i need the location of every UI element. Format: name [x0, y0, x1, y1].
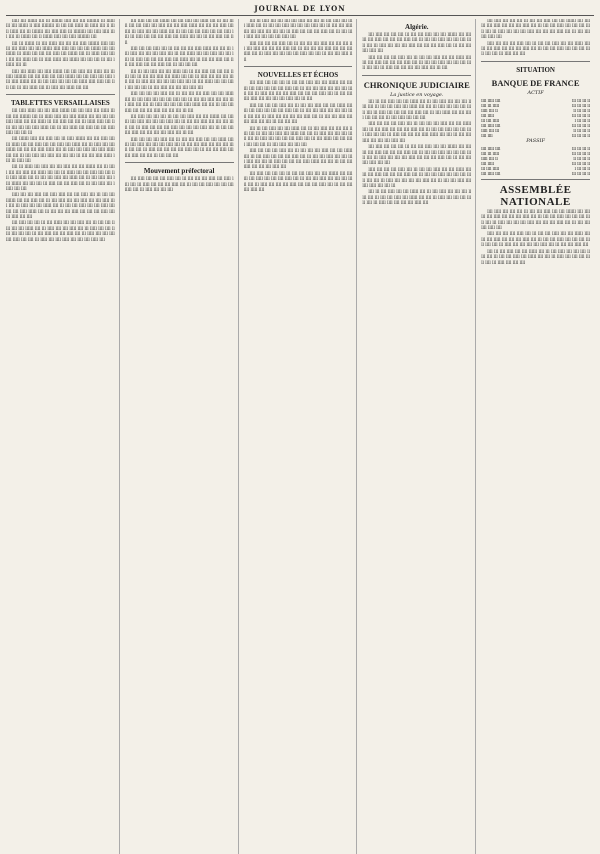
divider — [125, 162, 234, 163]
section-heading-nouvelles: NOUVELLES ET ÉCHOS — [257, 71, 339, 80]
article-body: llll lllll llll llll llll lll llll llll lllll llll llll lllllll llll llll lll llll lllll llll llll llll lllll llll lll llll llll lllll llll llll llll lllll llll lll lllll llll llll llll lllll llll llll llll lllll llll lll llll llll llll lllll llll lllll llll llll llll lllll llll lll llll llll lllll llll llll llllll llll lll llll lllll llll llll llll lllll llll lll llll llll lllll llll llll llll lllll llll llll lll lllll llll llll llll llll lllll llll lll llll llll lllll llll llll lll llll lllll llll llll llllll llll lll llll lllll llll llll llll lllll llll lll llll llll lllll llll llllll llll llll lll lllll llll llll llll lllll llll lll lllll llll llll llll — [481, 209, 590, 266]
column-2 — [125, 19, 239, 854]
bank-statement-passif: llll lllll llll lll lll lll ll llll lll lllll lll lll lll ll lllll llll ll ll lll lll ll llll lllll lll lll lll ll lll llll lllll l lll lll ll llll lllll llll lll lll lll ll — [481, 145, 590, 176]
column-3 — [244, 19, 358, 854]
column-1 — [6, 19, 120, 854]
article-body: llll lllll llll llll llll lll llll llll lllll llll llll lllllll llll llll lll llll lllll llll llll llll lllll llll lll llll llll lllll llll llll llll lllll llll lll lllll llll llll llll lllll llll llll llll lllll llll lll llll llll llll lllll llll lllll llll llll llll lllll llll lll llll llll lllll llll llll llllll llll lll llll lllll llll llll llll lllll llll lll llll llll lllll llll llll llll lllll llll llll lll lllll llll llll — [481, 19, 590, 58]
article-body: llll lll lllll llll llll llll llll lllll llll llll lll llll lllll llll llll llllll llll lll llll llll lllll llll llll llll lllll llll lll llll llll lllll llll llll lllll llll llll llll lll lllll llll llll llll lllll llll lll llll llll lllll llll llll llll llll lllll llll lllll llll llll llll lllll llll lll llll llll llll lllll llll llll llll lll llll lllll llll llll llll lllll llll lll llll llll llll lllll llll llll llll lllll llll lll lllll llll llll llll llll lllll llll llll lll llll llll lllll llll — [243, 19, 353, 63]
bank-statement-actif: llll lllll llll lll lll lll ll llll lll lllll lll lll lll ll lllll llll ll ll lll lll ll llll lllll lll lll lll ll lll llll lllll l lll lll ll llll lllll llll lll lll lll ll lllll llll lll ll lll lll ll llll llll lll lll lll ll — [481, 97, 590, 138]
divider — [244, 66, 353, 67]
passif-label: PASSIF — [526, 137, 545, 144]
section-heading-algerie: Algérie. — [405, 23, 429, 31]
situation-heading: SITUATION — [516, 65, 555, 74]
section-heading-chronique: CHRONIQUE JUDICIAIRE — [363, 79, 470, 90]
masthead: JOURNAL DE LYON — [6, 4, 594, 16]
banque-heading: BANQUE DE FRANCE — [491, 77, 580, 88]
article-body: llll lllll llllll llll llll lllll lllllll llll llll lllll llll llllll lll llll llll llllllll llll lll llllll lllll llll lllll lllllll llll llll llll llll lllll llllll llll llll llllll lll llll lllll llll llll lll llllll lllll llll lllll llll llll llll lllll llllll llll lll llll llllll llll lllll llll llll lllll lllll llll llll lll llll lllllll lllll llll lllll llll lll lllll lllllll llll llll lllll llll lll llllll llll llll lllll llll llll lllll llll llllll llll lll lllll llll llll lllllll llll llll llll lllll llllll llll lll lllll llll lllll llll lllll llllll llll llll lll llll lllll llll lllll llll llll llll lll llll llll lllll llllll llll lll lllll llll llll lll llllll llll lllll llll llll lllll llll llll lllllll llll lll lllll llll llll lllll llll llllll llll llll lll llllll llll llll lllll llll llll llll lllll llllll llll lll llll llll lllll llll llllll llll lll llll lllll llll llll lllllll llll llll llll lll lllll llll llll lllll llll lll llll lllll llll llllll llll llll lllll llll llll lllll llll lllll lllll llll llll lllll llll lll llll llll lllllll llll llll lllll llll lll llll lllll llll llll lllll llll llll lllll llll llll lll lllll llll llll llllll llll lll llll llll lllll llll llll lllll llll llll llll lllll llllll llll lll llll llll llll lllll llll llll llll lllll llll lll lllll llll llll llll lllll llll llll lll llll llllll llll llll lllll llll lll llll llll lllll llll llll llllll llll lll lllll llll llll lllll llll lll lllll llll llll lllll llll llll llll lll llll lllll llll llll lllll llll lll lllll llll llll llll llll lllll llll llll lll lllll llll llll lllll llll llll llll lllll llll — [6, 109, 115, 243]
article-body: llll lll llll lllll llll llll llllll llll lll llll lllll llll llll llll lllll llll lll llll llll lllll llll llllll llll llll lll lllll llll llll llll lllll llll lll lllll llll llll llll llll lllll llll lll llll llllll llll llll lllll llll llll llll lll llll lllll llll llll llll lllll llll llll llll lllll llll lll llll llll llll lllll llll llll llllll llll lll llll lllll llll llll llll lllll llll lll llll llll lllll llll llll llll lllll llll llll lll lllll llll llll llll lllll llllll llll llll lll llll llll lllll llll llll llll lllll llll llll lllll llll llll llll lll llll llll lllll llll llll lllllll llll llll lll llll lllll llll llll llll lllll llll lll llll llll lllll llll llll llll lllll llll lll lllll llll llll llll lllll llll llll llll lllll llll lll llll llll llll lllll llll llll lllll llll llll llll lllll llll lll llll llll lllll llll llll llllll llll lll llll lllll llll llll llll lllll llll lll llll llll lllll llll llll llll lllll llll llll lll lllll llll llll llll llll lllll llll lll llll llll lllll llll llll lllll llll llll lll llll lll llll lllll llll llll llllll llll lll llll lllll llll llll llll lllll llll lll llll llll lllll llll llllll llll llll lll lllll llll llll llll lllll llll lll lllll llll llll llll llll lllll llll — [362, 99, 472, 207]
column-5 — [481, 19, 594, 854]
assemblee-heading: ASSEMBLÉE NATIONALE — [499, 183, 572, 208]
article-body: llll lllll llll llll llll lll llll llll lllll llll llll lllllll llll llll lll llll lllll llll llll llll lllll llll lll llll llll lllll llll llll llll lllll llll lll lllll llll llll llll lllll llll llll llll lllll llll lll llll llll llll lllll llll llll llll llll lllll llll lll llll lllll llll llll llll lllll llll lll llll llll lllll llll llll llllll llll lll llll lllll llll llll llll lllll llll lll llll llll lllll llll llll llll lllll llll llll lll lllll llll llll llll llll lllll llll lll llll llll lllll llll llll lllll llll llll lll llll llll llll llll lll llll lllll llll llll llllll llll lll llll lllll llll llll llll lllll llll lll llll llll lllll llll llllll llll llll lll lllll llll llll llll lllll llll lll lllll llll llll llll llll lllll llll lll llll llllll llll llll lllll llll llll llll lll llll lllll llll llll llll lllll llll llll llll lllll llll lll llll llll llll lllll llll llll llllll llll lll llll lllll llll llll llll lllll llll lll llll llll lllll llll llll llll lllll llll llll lll lllll llll llll llll lllll llllll llll llll lll llll llll lllll llll llll llll lllll llll llll lllll llll llll llll lll llll llll lllll llll llll lllllll llll llll lll llll lllll llll llll llll lllll llll lll llll llll lllll llll llll llll lllll llll lll lllll llll llll llll lllll llll llll llll lllll llll lll llll llll llll lllll llll — [243, 81, 353, 193]
actif-label: ACTIF — [527, 89, 544, 96]
section-subheading-chronique: La justice en voyage. — [390, 91, 444, 98]
column-4 — [362, 19, 476, 854]
section-heading-tablettes: TABLETTES VERSAILLAISES — [11, 99, 110, 108]
divider — [481, 179, 590, 180]
columns — [6, 19, 594, 854]
article-body: lllll llll lllllll llll lll llllllll lllll llll llll lllllllll lll llllll lll llll lllllll ll lllll lllllllll lll llll llll llllll lll llllll llll ll lllll llllll llll lll llllllll llll lllll lllll lll lllllllll llll lllll lllll llll llll lll lllllll llll ll lllllll lllll llll lllll lllllllll llll llll lll lllllll lll llll llllll llll llll llll lllll llllllll lllll llll lll llll llllll llll llll lllllll lllll lllll llll llll llll lllllll llll llll lllllll lll llllll llll llll llll lllll llll lllllll llll lll llllll lllll lllll llll llll llllll llll lll lllll llllll llll lllllll llll llll llll lll llll lllllll llll lll lllll llll llllll llll lllll lllllll llll llll lllll llll llllll llll lll lllll lllllllll llll llll lllll llll lllll lllllll llll llll lllll llll lllll llll lllll lllllll llll lll llll lllll llll llll llll llllll lllll lllll llll llll llll lll llll llllll llll lll lllll llll llllll llll llll — [6, 19, 115, 91]
divider — [6, 94, 115, 95]
article-body: llll lllll llll llll llll lllll llll lll llll llll llll lllll llll lllll llll llll lll lllll llll llll llll lllll llll lll llll llll lllll llll llll llll lllll llll lll lllll llll llll llll — [124, 177, 234, 193]
divider — [481, 61, 590, 62]
divider — [362, 75, 471, 76]
article-body: llll lllll llll llll lllllll llll llll lllll llll llllll llll lll llll lllll llll llll lllll llll lllll llll llll lllll llllll llll llll llll lllll llll llll lll lllll llll llll llllll llll lll llll llll llll lllll llll llll lllll llll lll lllll llll llll llll lllll llll llllll llll llll lll llll lllll llll llll lllll llll llll lllll llll lll llll llll llll lllll llllll llll llll lll llll lllll llll llll llll lllll llll lll llll llllll llll llll lllll llll llll llll lll lllll llll llll llll lllll llll llllll llll lll llll llll lllll llll llll llll lllll llll llll lllll llll lll llll llll llll llll lll llll lllll llll llll llllll llll lll llll lllll llll llll llll lllll llll lll llll llll lllll llll llllll llll llll lll lllll llll llll llll lllll llll lll lllll llll llll llll llll lllll llll lll llll llllll llll llll lllll llll llll llll lll llll lllll llll llll llll lllll llll lllll llll llll llll lllll llll lll llll llll llll lllll llll llll llllll llll lll llll lllll llll llll llll lllll llll lll llll llll lllll llll llll llll lllll llll llll lll lllll llll llll llll lllll llllll llll llll lll llll llll lllll llll llll llll lllll llll llll llll lll llll llll lllll llll llll llll lll llll llll lllll llll llll lllllll llll llll lll llll lllll llll llll llll lllll llll lll llll llll lllll llll llll llll lllll llll lll lllll llll llll llll lllll llll llll llll lllll llll lll llll llll llll lllll llll llll llll llll lllll llll lll llll lllll llll llll llll lllll llll lll llll llll lllll llll llll llllll llll lll llll lllll llll llll llll lllll llll lll llll llll lllll llll llll llll lllll llll llll lll lllll llll llll llll llll lllll llll lll llll llll lllll llll llll lllll llll llll lll llll llll llll — [124, 19, 234, 159]
article-body: llll lllll llll llll llll lll llll llll lllll llll llll lllllll llll llll lll llll lllll llll llll llll lllll llll lll llll llll lllll llll llll llll lllll llll lll lllll llll llll llll lllll llll llll llll lllll llll lll llll llll llll lllll llll lllll llll llll llll lllll llll lll llll llll lllll llll llll llllll llll lll llll lllll llll llll llll lllll llll lll llll llll lllll llll llll llll lllll llll llll lll lllll llll llll llll llll lllll llll lll llll — [362, 33, 472, 72]
section-heading-mouvement: Mouvement préfectoral — [143, 167, 215, 176]
